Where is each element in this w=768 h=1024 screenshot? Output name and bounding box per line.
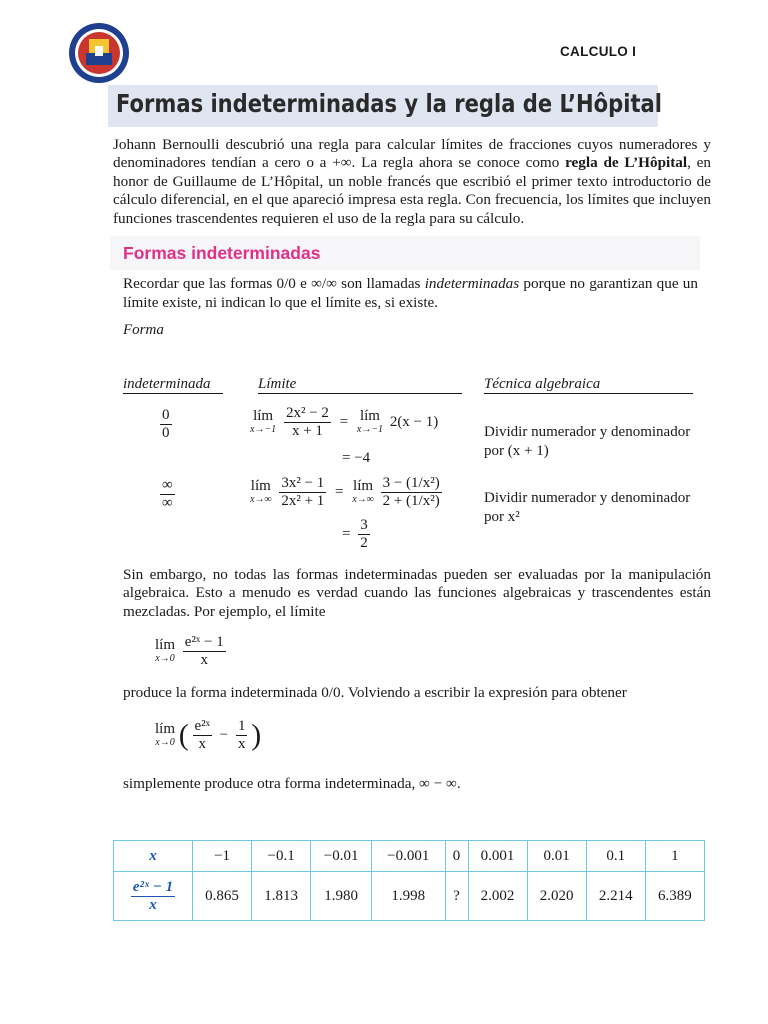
- limit-expression-1: [250, 405, 438, 440]
- technique-line: por (x + 1): [484, 442, 549, 459]
- lim-sub: x→−1: [356, 423, 384, 435]
- header-rule-3: [484, 393, 693, 394]
- lim-num: e²ˣ − 1: [184, 634, 224, 650]
- f-value: 1.980: [311, 872, 372, 921]
- f-value: ?: [445, 872, 468, 921]
- equals: =: [342, 526, 351, 542]
- minus-sign: −: [219, 727, 229, 743]
- simplemente-paragraph: simplemente produce otra forma indeterminada, ∞ − ∞.: [123, 775, 461, 792]
- header-rule-2: [258, 393, 462, 394]
- f-value: 1.998: [371, 872, 445, 921]
- lim-rhs: 2(x − 1): [389, 414, 439, 430]
- page-title: Formas indeterminadas y la regla de L’Hôpital: [116, 89, 662, 118]
- university-seal-logo: [68, 22, 130, 84]
- header-limite: Límite: [258, 376, 297, 392]
- limit-expression-2: [250, 475, 442, 510]
- lim-den-2: 2 + (1/x²): [382, 493, 440, 509]
- recordar-em: indeterminadas: [424, 275, 520, 292]
- f-value: 0.865: [193, 872, 252, 921]
- lim-word: lím: [253, 407, 274, 424]
- lim-word: lím: [353, 477, 374, 494]
- row-label-f: [114, 872, 193, 921]
- lim-num: 3x² − 1: [281, 475, 325, 491]
- lim-den: x: [198, 736, 207, 752]
- lim-num: 2x² − 2: [285, 405, 329, 421]
- limit-example-1: [155, 634, 226, 669]
- table-row-f: [114, 872, 705, 921]
- header-tecnica: Técnica algebraica: [484, 376, 601, 392]
- form-inf-inf: [160, 477, 175, 512]
- f-value: 2.020: [527, 872, 586, 921]
- technique-line: Dividir numerador y denominador: [484, 490, 691, 506]
- lim-sub: x→0: [155, 736, 175, 748]
- x-value: 0.1: [586, 841, 645, 872]
- equals: =: [335, 483, 344, 500]
- x-value: 0: [445, 841, 468, 872]
- f-value: 2.214: [586, 872, 645, 921]
- left-paren: (: [178, 718, 189, 752]
- form-den: 0: [162, 425, 170, 441]
- lim-word: lím: [155, 720, 176, 737]
- header-rule-1: [123, 393, 223, 394]
- section-title: Formas indeterminadas: [123, 243, 321, 263]
- lim-sub: x→0: [155, 652, 175, 664]
- x-value: 1: [645, 841, 704, 872]
- header-forma: Forma: [123, 322, 164, 338]
- header-indeterminada: indeterminada: [123, 376, 211, 392]
- equals: =: [339, 413, 349, 430]
- technique-line: Dividir numerador y denominador: [484, 424, 691, 440]
- limit-example-2: [155, 718, 261, 753]
- recordar-paragraph: [123, 275, 698, 312]
- values-table: [113, 840, 705, 921]
- lim-sub: x→∞: [250, 493, 272, 505]
- lim-word: lím: [250, 477, 271, 494]
- table-row-x: [114, 841, 705, 872]
- result-den: 2: [360, 535, 368, 551]
- lim-den: 2x² + 1: [281, 493, 325, 509]
- x-value: −0.01: [311, 841, 372, 872]
- right-paren: ): [251, 718, 262, 752]
- intro-paragraph: [113, 136, 711, 228]
- recordar-text-2: porque no garantizan que un límite existe, ni indican lo que el límite es, si existe.: [123, 275, 698, 311]
- lim-sub: x→−1: [250, 423, 277, 435]
- f-num: e²ˣ − 1: [132, 878, 174, 895]
- f-value: 6.389: [645, 872, 704, 921]
- limit-result-1: = −4: [342, 450, 371, 466]
- row-label-x: x: [114, 841, 193, 872]
- lim-num-2: 3 − (1/x²): [382, 475, 440, 491]
- sin-embargo-paragraph: Sin embargo, no todas las formas indeterminadas pueden ser evaluadas por la manipulación algebraica. Esto a menudo es verdad cuando las funciones algebraicas y trascendentes están mezcladas. Por ejemplo, el límite: [123, 566, 711, 620]
- form-den: ∞: [162, 495, 173, 511]
- form-zero-zero: [160, 407, 172, 442]
- intro-text-2: , en honor de Guillaume de L’Hôpital, un noble francés que escribió el primer texto introductorio de cálculo diferencial, en el que apareció impresa esta regla. Con frecuencia, los límites que incluyen funciones trascendentes requieren el uso de la regla para su cálculo.: [113, 154, 711, 227]
- intro-bold-term: regla de L’Hôpital: [565, 154, 688, 172]
- lim-sub: x→∞: [352, 493, 374, 505]
- f-value: 1.813: [252, 872, 311, 921]
- f-den: x: [149, 896, 157, 913]
- x-value: 0.001: [468, 841, 527, 872]
- x-value: −1: [193, 841, 252, 872]
- lim-den-2: x: [237, 736, 246, 752]
- lim-word: lím: [359, 407, 380, 424]
- lim-word: lím: [155, 636, 176, 653]
- lim-num: e²ˣ: [194, 718, 211, 734]
- technique-line: por x²: [484, 508, 520, 525]
- form-num: 0: [162, 407, 170, 423]
- course-label: CALCULO I: [560, 44, 637, 59]
- technique-2: [484, 489, 690, 526]
- lim-den: x: [200, 652, 208, 668]
- intro-text-1: Johann Bernoulli descubrió una regla para calcular límites de fracciones cuyos numeradores y denominadores tendían a cero o a +∞. La regla ahora se conoce como: [113, 136, 711, 172]
- f-value: 2.002: [468, 872, 527, 921]
- form-num: ∞: [162, 477, 173, 493]
- lim-num-2: 1: [237, 718, 246, 734]
- limit-result-2: [342, 517, 370, 552]
- lim-den: x + 1: [291, 423, 323, 439]
- x-value: −0.001: [371, 841, 445, 872]
- result-num: 3: [360, 517, 368, 533]
- produce-paragraph: produce la forma indeterminada 0/0. Volviendo a escribir la expresión para obtener: [123, 684, 627, 701]
- x-value: 0.01: [527, 841, 586, 872]
- recordar-text-1: Recordar que las formas 0/0 e ∞/∞ son llamadas: [123, 275, 425, 292]
- x-value: −0.1: [252, 841, 311, 872]
- technique-1: [484, 423, 690, 460]
